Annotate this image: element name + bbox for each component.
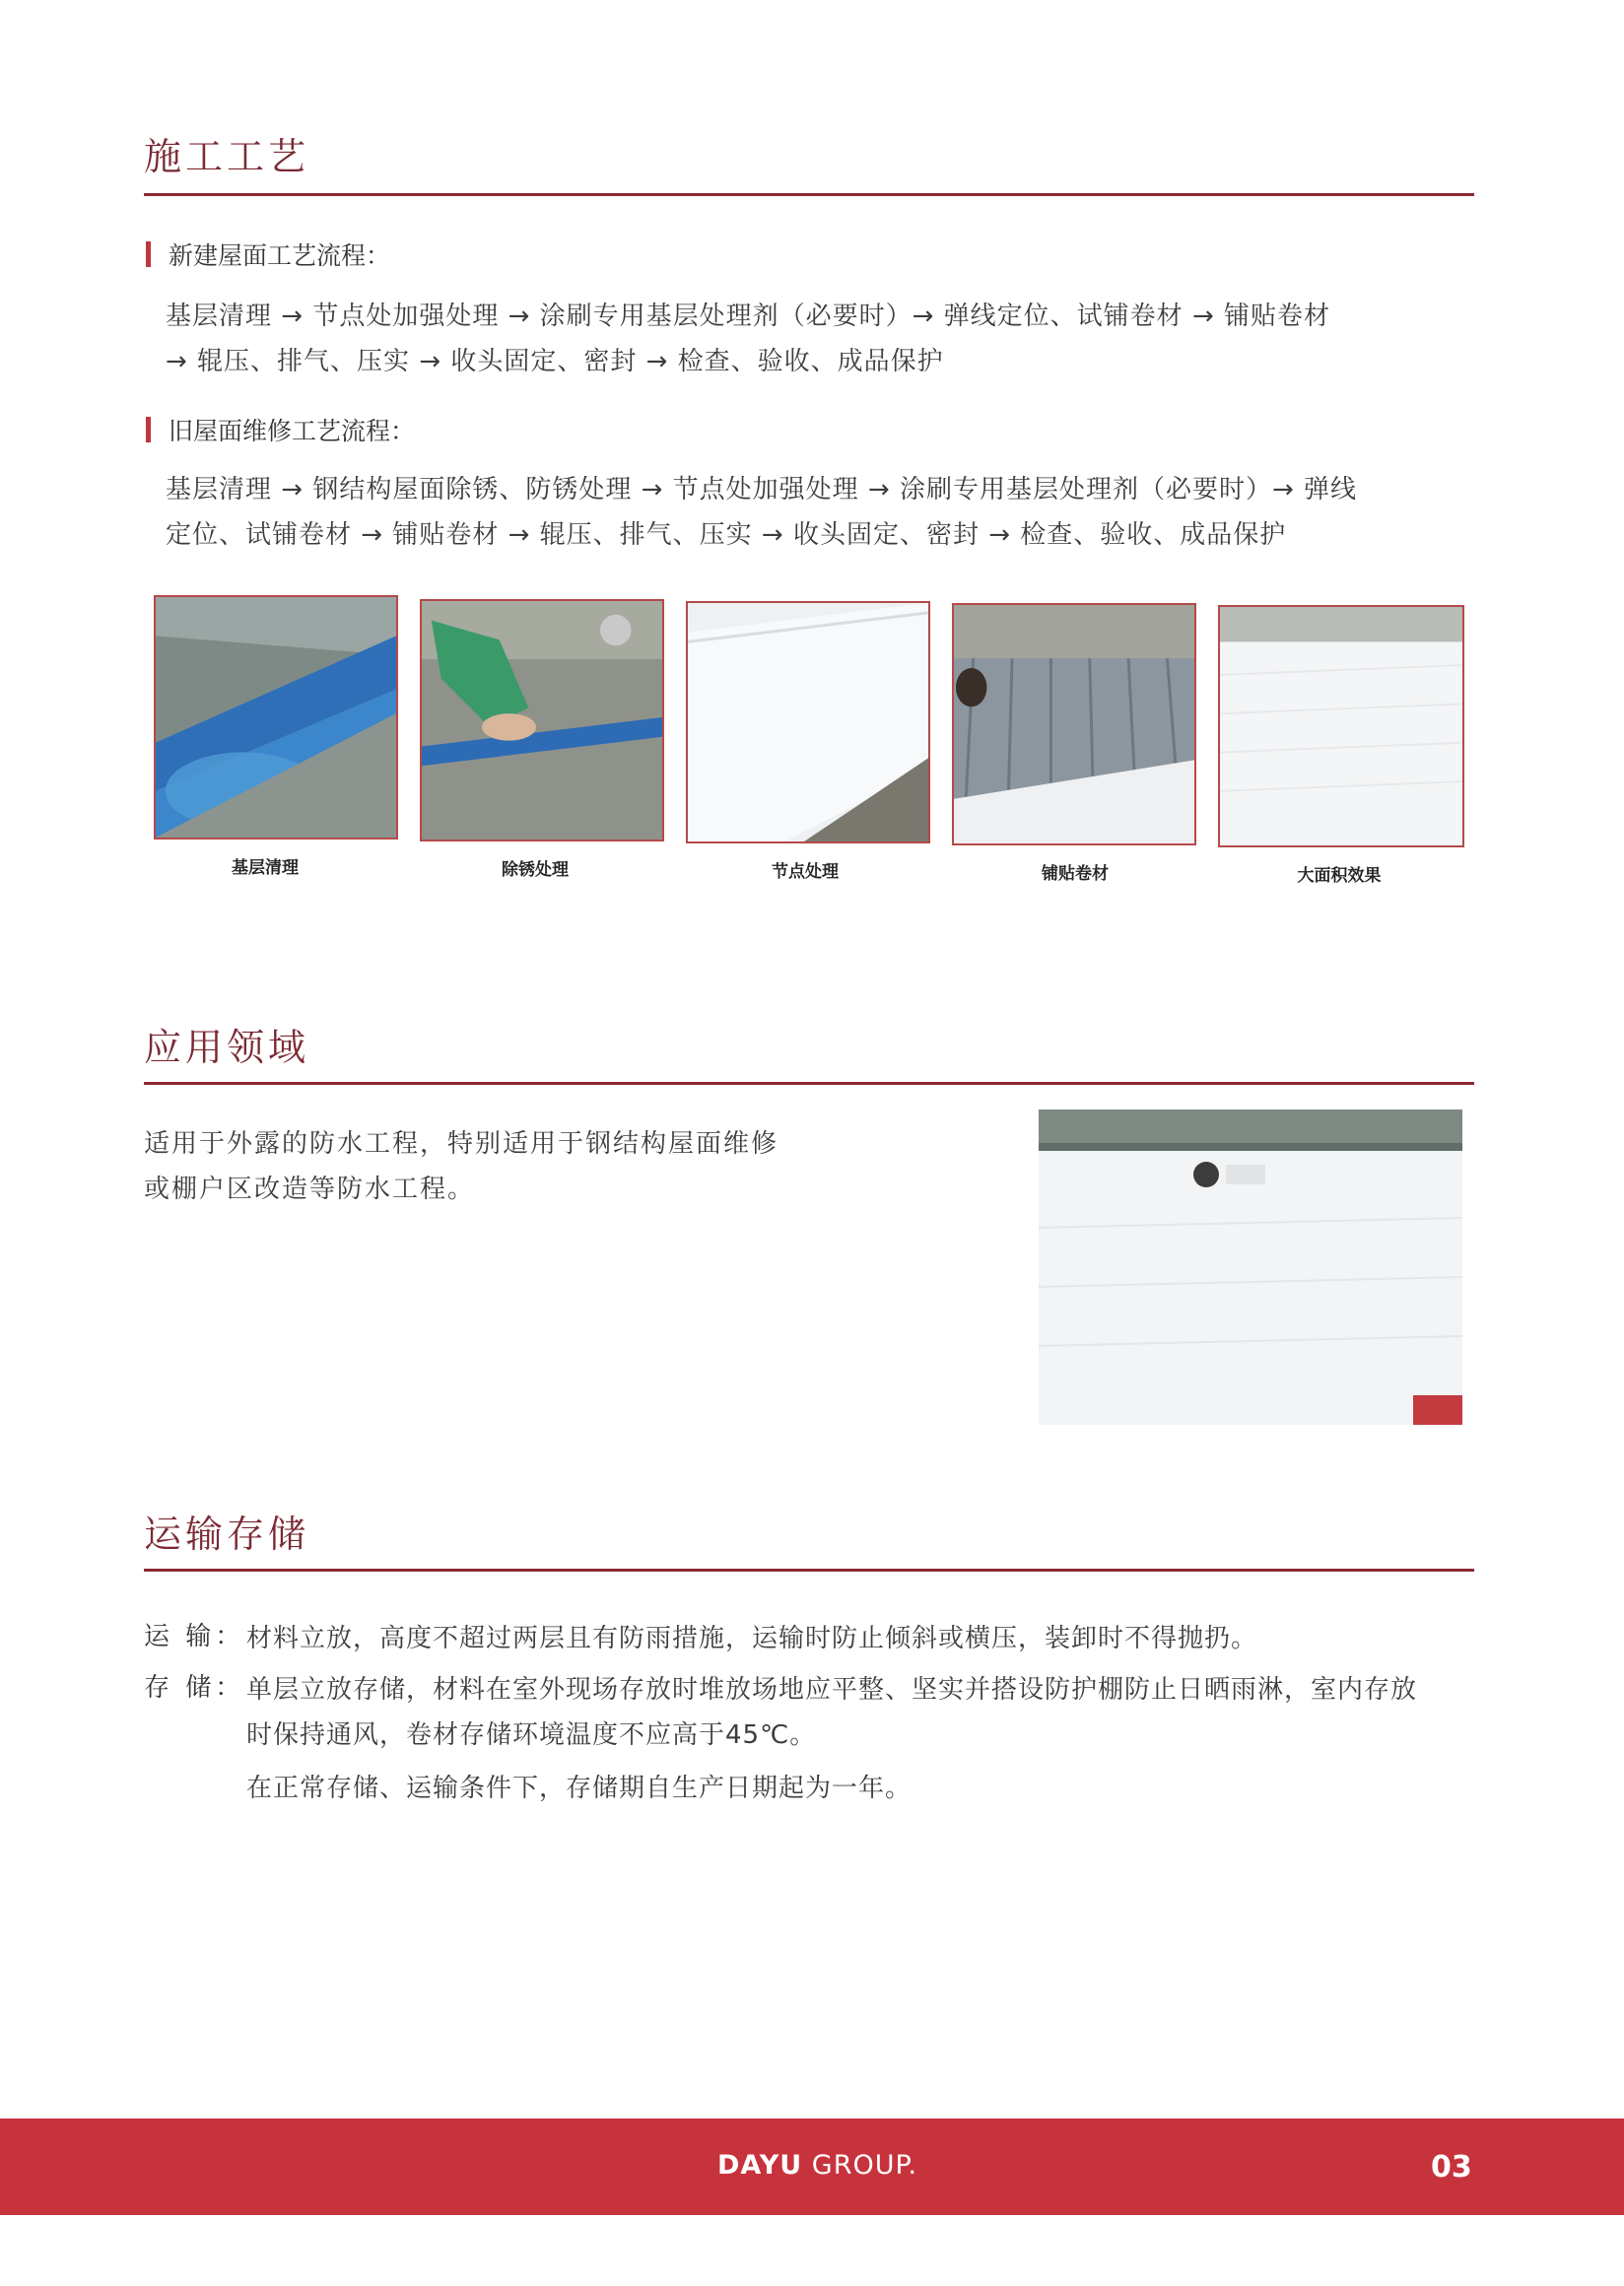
- section-title-application: 应用领域: [144, 1026, 310, 1069]
- application-text-line-1: 适用于外露的防水工程，特别适用于钢结构屋面维修: [144, 1129, 779, 1159]
- section-title-process: 施工工艺: [144, 135, 310, 178]
- new-roof-heading-text: 新建屋面工艺流程：: [169, 241, 391, 270]
- photo-caption: 大面积效果: [1297, 866, 1382, 886]
- footer-bar: [0, 2118, 1624, 2215]
- transport-text: 材料立放，高度不超过两层且有防雨措施，运输时防止倾斜或横压，装卸时不得抛扔。: [246, 1624, 1258, 1653]
- section-divider: [144, 1082, 1474, 1085]
- photo-rust-removal: [420, 599, 664, 841]
- photo-node-treatment: [686, 601, 930, 843]
- photo-base-cleaning: [154, 595, 398, 840]
- brand-name-bold: DAYU: [717, 2150, 803, 2181]
- heading-marker: [146, 241, 151, 267]
- old-roof-flow-line-2: 定位、试铺卷材 → 铺贴卷材 → 辊压、排气、压实 → 收头固定、密封 → 检查、验收、成品保护: [166, 520, 1287, 550]
- photo-caption: 基层清理: [232, 858, 299, 878]
- new-roof-heading: [146, 236, 390, 272]
- heading-marker: [146, 417, 151, 442]
- brand-name-light: GROUP.: [802, 2150, 918, 2181]
- photo-caption: 除锈处理: [502, 860, 569, 880]
- transport-label: 运 输：: [144, 1622, 245, 1651]
- section-divider: [144, 1569, 1474, 1572]
- footer-brand: [717, 2150, 917, 2181]
- photo-membrane-laying: [952, 603, 1196, 845]
- page-number: 03: [1431, 2150, 1472, 2185]
- storage-text-line-2: 时保持通风，卷材存储环境温度不应高于45℃。: [246, 1720, 817, 1750]
- storage-text-line-1: 单层立放存储，材料在室外现场存放时堆放场地应平整、坚实并搭设防护棚防止日晒雨淋，室内存放: [246, 1675, 1418, 1705]
- photo-caption: 节点处理: [772, 862, 839, 882]
- section-divider: [144, 193, 1474, 196]
- application-text-line-2: 或棚户区改造等防水工程。: [144, 1175, 476, 1204]
- storage-text-line-3: 在正常存储、运输条件下，存储期自生产日期起为一年。: [246, 1774, 913, 1803]
- new-roof-flow-line-1: 基层清理 → 节点处加强处理 → 涂刷专用基层处理剂（必要时）→ 弹线定位、试铺卷材 → 铺贴卷材: [166, 302, 1330, 331]
- photo-caption: 铺贴卷材: [1042, 864, 1109, 884]
- old-roof-flow-line-1: 基层清理 → 钢结构屋面除锈、防锈处理 → 节点处加强处理 → 涂刷专用基层处理剂（必要时）→ 弹线: [166, 475, 1357, 504]
- storage-label: 存 储：: [144, 1673, 245, 1703]
- section-title-storage: 运输存储: [144, 1513, 310, 1556]
- new-roof-flow-line-2: → 辊压、排气、压实 → 收头固定、密封 → 检查、验收、成品保护: [166, 347, 944, 376]
- photo-large-area-effect: [1218, 605, 1464, 847]
- photo-application-roof: [1039, 1109, 1462, 1425]
- old-roof-heading: [146, 412, 415, 447]
- old-roof-heading-text: 旧屋面维修工艺流程：: [169, 417, 416, 445]
